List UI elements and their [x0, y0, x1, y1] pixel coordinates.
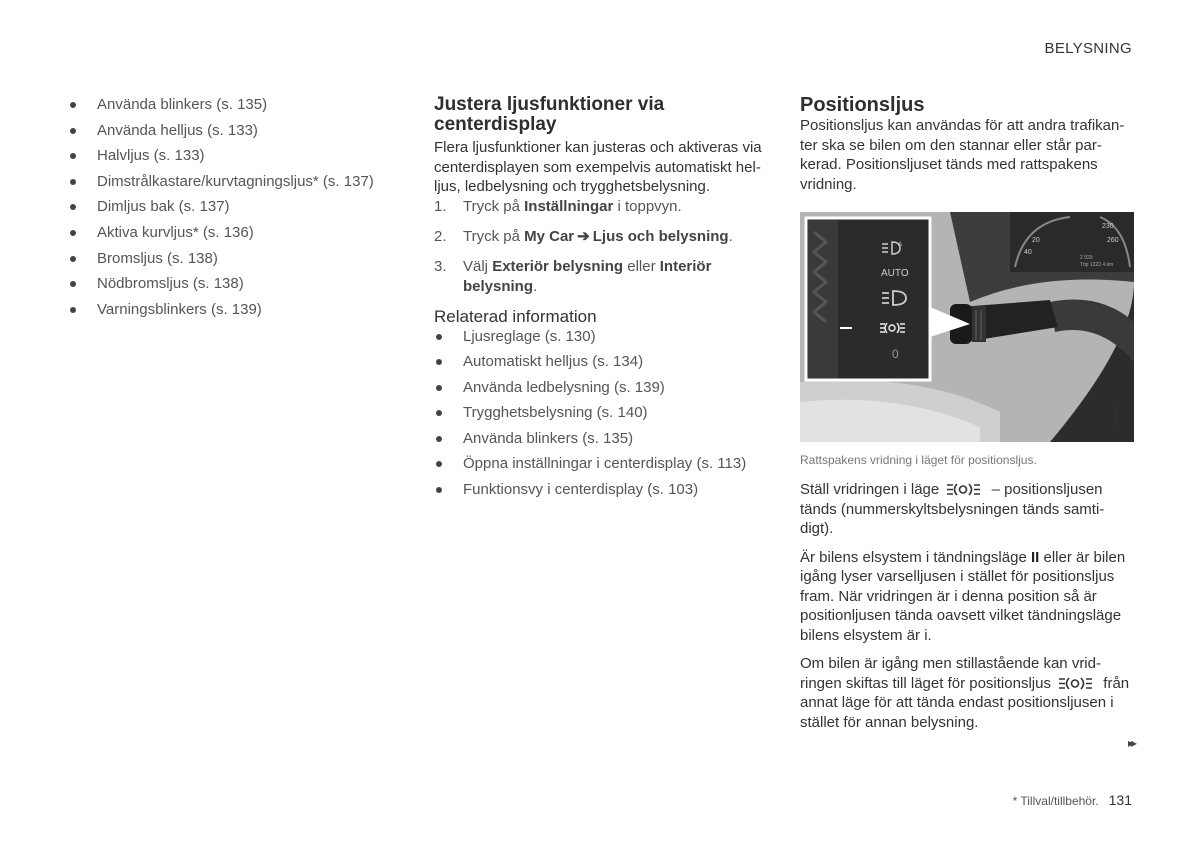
- related-list: [434, 327, 774, 501]
- link-list: [68, 95, 398, 320]
- text-line: Ställ vridringen i läge: [800, 481, 940, 498]
- text-line: ter ska se bilen om den stannar eller står par-: [800, 136, 1102, 154]
- off-position-label: 0: [892, 347, 899, 361]
- ui-term: Inställningar: [524, 197, 614, 215]
- text-line: tänds (nummerskyltsbelysningen tänds samti-: [800, 500, 1105, 518]
- list-item[interactable]: Använda blinkers (s. 135): [434, 429, 774, 449]
- list-item[interactable]: Öppna inställningar i centerdisplay (s. 113): [434, 454, 774, 474]
- list-item[interactable]: Ljusreglage (s. 130): [434, 327, 774, 347]
- list-item[interactable]: Använda blinkers (s. 135): [68, 95, 398, 115]
- intro-paragraph: [434, 138, 774, 197]
- footnote: * Tillval/tillbehör.: [1012, 794, 1099, 808]
- auto-label: AUTO: [881, 268, 909, 279]
- text-line: igång lyser varselljusen i stället för positionsljus: [800, 568, 1115, 585]
- step-item: [434, 257, 774, 297]
- lever-illustration: [800, 212, 1134, 442]
- section-label: BELYSNING: [1044, 40, 1132, 57]
- related-title: Relaterad information: [434, 306, 597, 326]
- section-title: Positionsljus: [800, 94, 925, 116]
- ui-term: My Car: [524, 227, 575, 245]
- dial-label: 260: [1107, 237, 1119, 244]
- list-item[interactable]: Varningsblinkers (s. 139): [68, 300, 398, 320]
- step-item: [434, 227, 774, 247]
- page-footer: [1013, 792, 1132, 808]
- continue-marker-icon: ▸▸: [1127, 736, 1134, 750]
- text-line: annat läge för att tända endast positionsljusen i: [800, 694, 1114, 711]
- text-line: stället för annan belysning.: [800, 713, 979, 731]
- image-code: G000863: [1114, 403, 1120, 428]
- section-title: [434, 95, 774, 135]
- step-text: i toppvyn.: [613, 197, 682, 215]
- list-item[interactable]: Dimljus bak (s. 137): [68, 197, 398, 217]
- position-light-icon: [946, 483, 984, 496]
- text-line: – positionsljusen: [991, 481, 1103, 498]
- ui-term: Exteriör belysning: [492, 257, 624, 275]
- text-line: positionljusen tända oavsett vilket tändningsläge: [800, 607, 1122, 624]
- step-text: .: [728, 227, 733, 245]
- column-1: [68, 95, 398, 325]
- svg-text:A: A: [898, 242, 903, 248]
- list-item[interactable]: Bromsljus (s. 138): [68, 249, 398, 269]
- list-item[interactable]: Använda helljus (s. 133): [68, 121, 398, 141]
- step-text: Tryck på: [463, 197, 525, 215]
- arrow-right-icon: ➔: [577, 227, 590, 245]
- title-line: Justera ljusfunktioner via: [434, 94, 665, 115]
- list-item[interactable]: Aktiva kurvljus* (s. 136): [68, 223, 398, 243]
- list-item[interactable]: Nödbromsljus (s. 138): [68, 274, 398, 294]
- text-line: Är bilens elsystem i tändningsläge: [800, 548, 1031, 566]
- step-number: 3.: [434, 257, 447, 275]
- text-line: bilens elsystem är i.: [800, 626, 932, 644]
- list-item[interactable]: Använda ledbelysning (s. 139): [434, 378, 774, 398]
- column-3: [800, 95, 1134, 732]
- step-text: .: [533, 277, 538, 295]
- list-item[interactable]: Dimstrålkastare/kurvtagningsljus* (s. 137): [68, 172, 398, 192]
- text-line: ringen skiftas till läget för positionsljus: [800, 674, 1051, 692]
- text-line: Positionsljus kan användas för att andra trafikan-: [800, 117, 1125, 134]
- dial-label: 20: [1032, 237, 1040, 244]
- step-item: [434, 197, 774, 217]
- text-line: Flera ljusfunktioner kan justeras och aktiveras via: [434, 139, 762, 156]
- trip-meter: Trip 1222.4 km: [1080, 262, 1114, 268]
- paragraph: [800, 548, 1134, 646]
- text-line: från: [1103, 674, 1130, 692]
- text-line: kerad. Positionsljuset tänds med rattspakens: [800, 156, 1098, 173]
- text-line: digt).: [800, 520, 834, 537]
- list-item[interactable]: Automatiskt helljus (s. 134): [434, 352, 774, 372]
- text-line: vridning.: [800, 175, 857, 193]
- text-line: eller är bilen: [1039, 548, 1126, 566]
- ui-term: Ljus och belysning: [592, 227, 729, 245]
- column-2: [434, 95, 774, 506]
- figure-caption: Rattspakens vridning i läget för positionsljus.: [800, 453, 1037, 467]
- list-item[interactable]: Trygghetsbelysning (s. 140): [434, 403, 774, 423]
- text-line: ljus, ledbelysning och trygghetsbelysning.: [434, 178, 710, 195]
- step-text: Tryck på: [463, 227, 525, 245]
- ignition-mode: II: [1030, 548, 1040, 566]
- intro-paragraph: [800, 116, 1134, 194]
- text-line: Om bilen är igång men stillastående kan vrid-: [800, 655, 1101, 672]
- dial-label: 230: [1102, 223, 1114, 230]
- step-list: [434, 197, 774, 297]
- step-number: 1.: [434, 197, 447, 215]
- title-line: centerdisplay: [434, 114, 557, 135]
- paragraph: [800, 654, 1134, 732]
- text-line: fram. När vridringen är i denna position så är: [800, 587, 1097, 605]
- step-text: Välj: [463, 257, 493, 275]
- ui-term: belysning: [463, 277, 534, 295]
- list-item[interactable]: Halvljus (s. 133): [68, 146, 398, 166]
- dial-label: 40: [1024, 249, 1032, 256]
- page-number: 131: [1108, 792, 1132, 808]
- text-line: centerdisplayen som exempelvis automatiskt hel-: [434, 158, 761, 176]
- lever-photo: [800, 212, 1134, 442]
- list-item[interactable]: Funktionsvy i centerdisplay (s. 103): [434, 480, 774, 500]
- odometer: 2 929: [1080, 255, 1093, 261]
- step-text: eller: [623, 257, 660, 275]
- ui-term: Interiör: [659, 257, 712, 275]
- position-light-icon: [1058, 677, 1096, 690]
- paragraph: [800, 480, 1134, 539]
- step-number: 2.: [434, 227, 447, 245]
